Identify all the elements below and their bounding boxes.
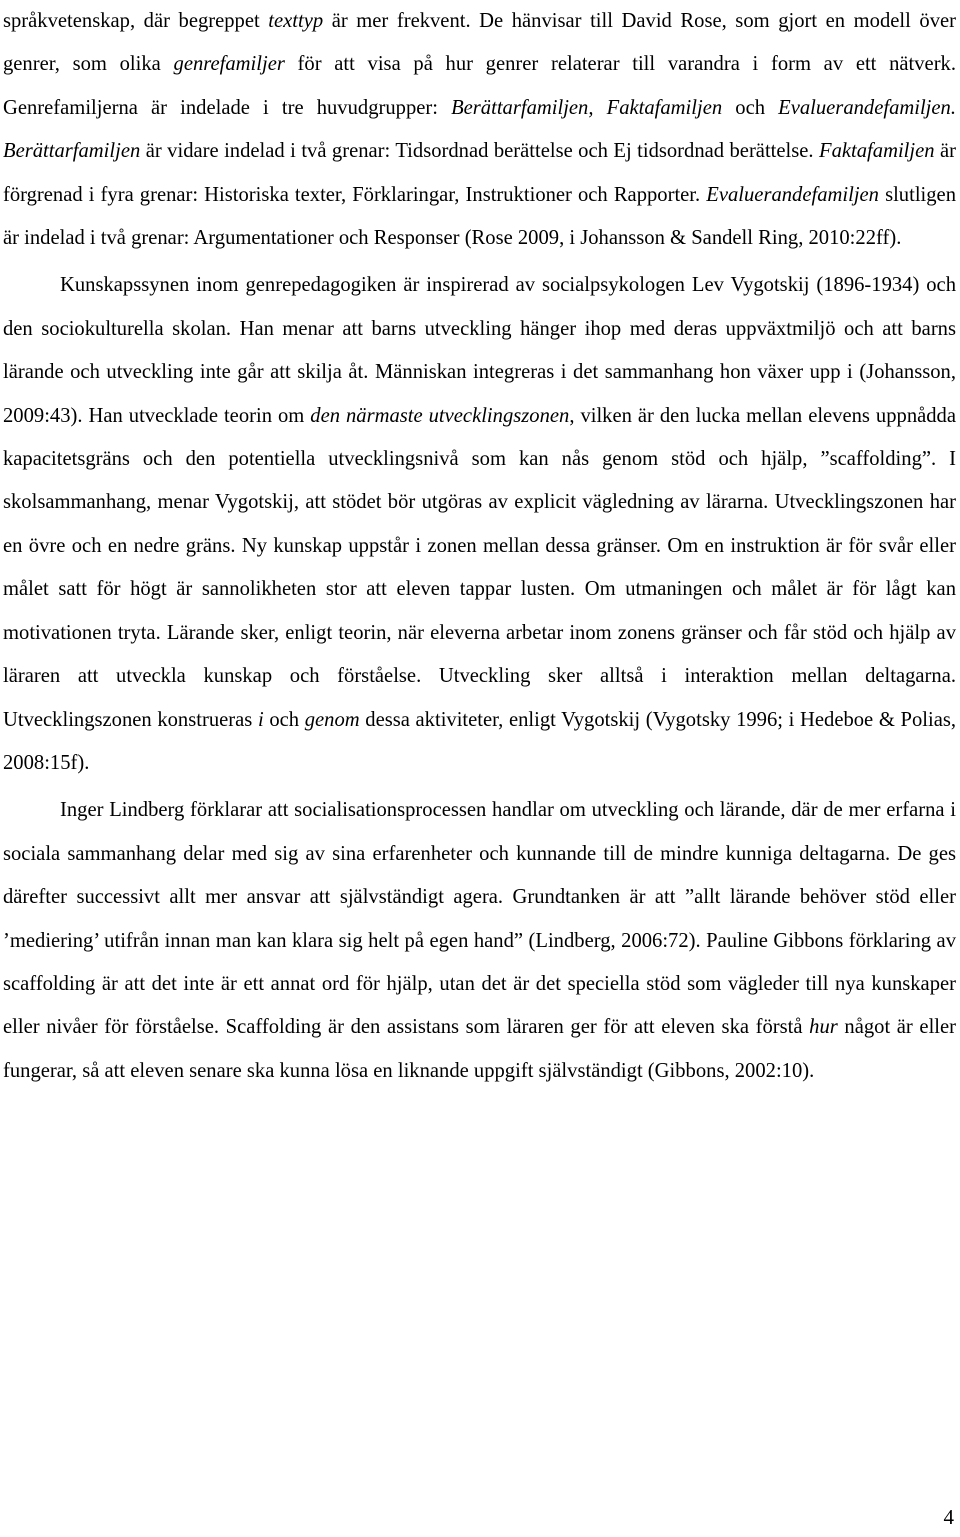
italic-term: Faktafamiljen	[819, 140, 935, 163]
italic-term: genrefamiljer	[173, 53, 285, 76]
italic-term: texttyp	[268, 10, 324, 32]
body-text	[3, 0, 956, 1093]
italic-term: Berättarfamiljen, Faktafamiljen	[451, 96, 723, 119]
italic-term: den närmaste utvecklingszonen	[310, 404, 570, 427]
text-run: för att visa på hur genrer relaterar till varandra i form av ett nätverk. Genrefamiljerna är indelade i tre huvudgrupper:	[3, 53, 956, 119]
italic-term: hur	[809, 1016, 838, 1039]
text-run: är vidare indelad i två grenar: Tidsordnad berättelse och Ej tidsordnad berättelse.	[140, 140, 820, 163]
italic-term: Berättarfamiljen	[3, 140, 141, 163]
italic-term: Evaluerandefamiljen	[706, 183, 879, 206]
text-run: slutligen är indelad i två grenar: Argumentationer och Responser (Rose 2009, i Johansson & Sandell Ring, 2010:22ff).	[3, 183, 956, 250]
text-run: dessa aktiviteter, enligt Vygotskij (Vygotsky 1996; i Hedeboe & Polias, 2008:15f).	[3, 708, 957, 774]
italic-term: Evaluerandefamiljen.	[778, 96, 956, 119]
paragraph-vygotskij	[3, 264, 956, 785]
text-run: är förgrenad i fyra grenar: Historiska texter, Förklaringar, Instruktioner och Rapporter.	[3, 140, 956, 206]
text-run: , vilken är den lucka mellan elevens uppnådda kapacitetsgräns och den potentiella utvecklingsnivå som kan nås genom stöd och hjälp, ”scaffolding”. I skolsammanhang, menar Vygotskij, att stödet bör utgöras av explicit vägledning av lärarna. Utvecklingszonen har en övre och en nedre gräns. Ny kunskap uppstår i zonen mellan dessa gränser. Om en instruktion är för svår eller målet satt för högt är sannolikheten stor att eleven tappar lusten. Om utmaningen och målet är för lågt kan motivationen tryta. Lärande sker, enligt teorin, när eleverna arbetar inom zonens gränser och får stöd och hjälp av läraren att utveckla kunskap och förståelse. Utveckling sker alltså i interaktion mellan deltagarna. Utvecklingszonen konstrueras	[3, 404, 956, 731]
text-run: Kunskapssynen inom genrepedagogiken är inspirerad av socialpsykologen Lev Vygotskij (1896-1934) och den sociokulturella skolan. Han menar att barns utveckling hänger ihop med deras uppväxtmiljö och att barns lärande och utveckling inte går att skilja åt. Människan integreras i det sammanhang hon växer upp i (Johansson, 2009:43). Han utvecklade teorin om	[3, 274, 956, 427]
page-number: 4	[943, 1505, 954, 1529]
text-run: Inger Lindberg förklarar att socialisationsprocessen handlar om utveckling och lärande, där de mer erfarna i sociala sammanhang delar med sig av sina erfarenheter och kunnande till de mindre kunniga deltagarna. De ges därefter successivt allt mer ansvar att självständigt agera. Grundtanken är att ”allt lärande behöver stöd eller ’mediering’ utifrån innan man kan klara sig helt på egen hand” (Lindberg, 2006:72). Pauline Gibbons förklaring av scaffolding är att det inte är ett annat ord för hjälp, utan det är det speciella stöd som vägleder till nya kunskaper eller nivåer för förståelse. Scaffolding är den assistans som läraren ger för att eleven ska förstå	[3, 799, 956, 1039]
text-run: och	[263, 708, 305, 731]
text-run: är mer frekvent. De hänvisar till David Rose, som gjort en modell över genrer, som olika	[3, 10, 956, 76]
italic-term: genom	[304, 708, 360, 731]
text-run: språkvetenskap, där begreppet	[3, 10, 269, 32]
italic-term: i	[257, 708, 264, 731]
text-run: något är eller fungerar, så att eleven senare ska kunna lösa en liknande uppgift självständigt (Gibbons, 2002:10).	[3, 1016, 957, 1082]
paragraph-genre-families	[3, 0, 956, 260]
paragraph-lindberg-gibbons	[3, 789, 956, 1093]
text-run: och	[722, 96, 779, 119]
